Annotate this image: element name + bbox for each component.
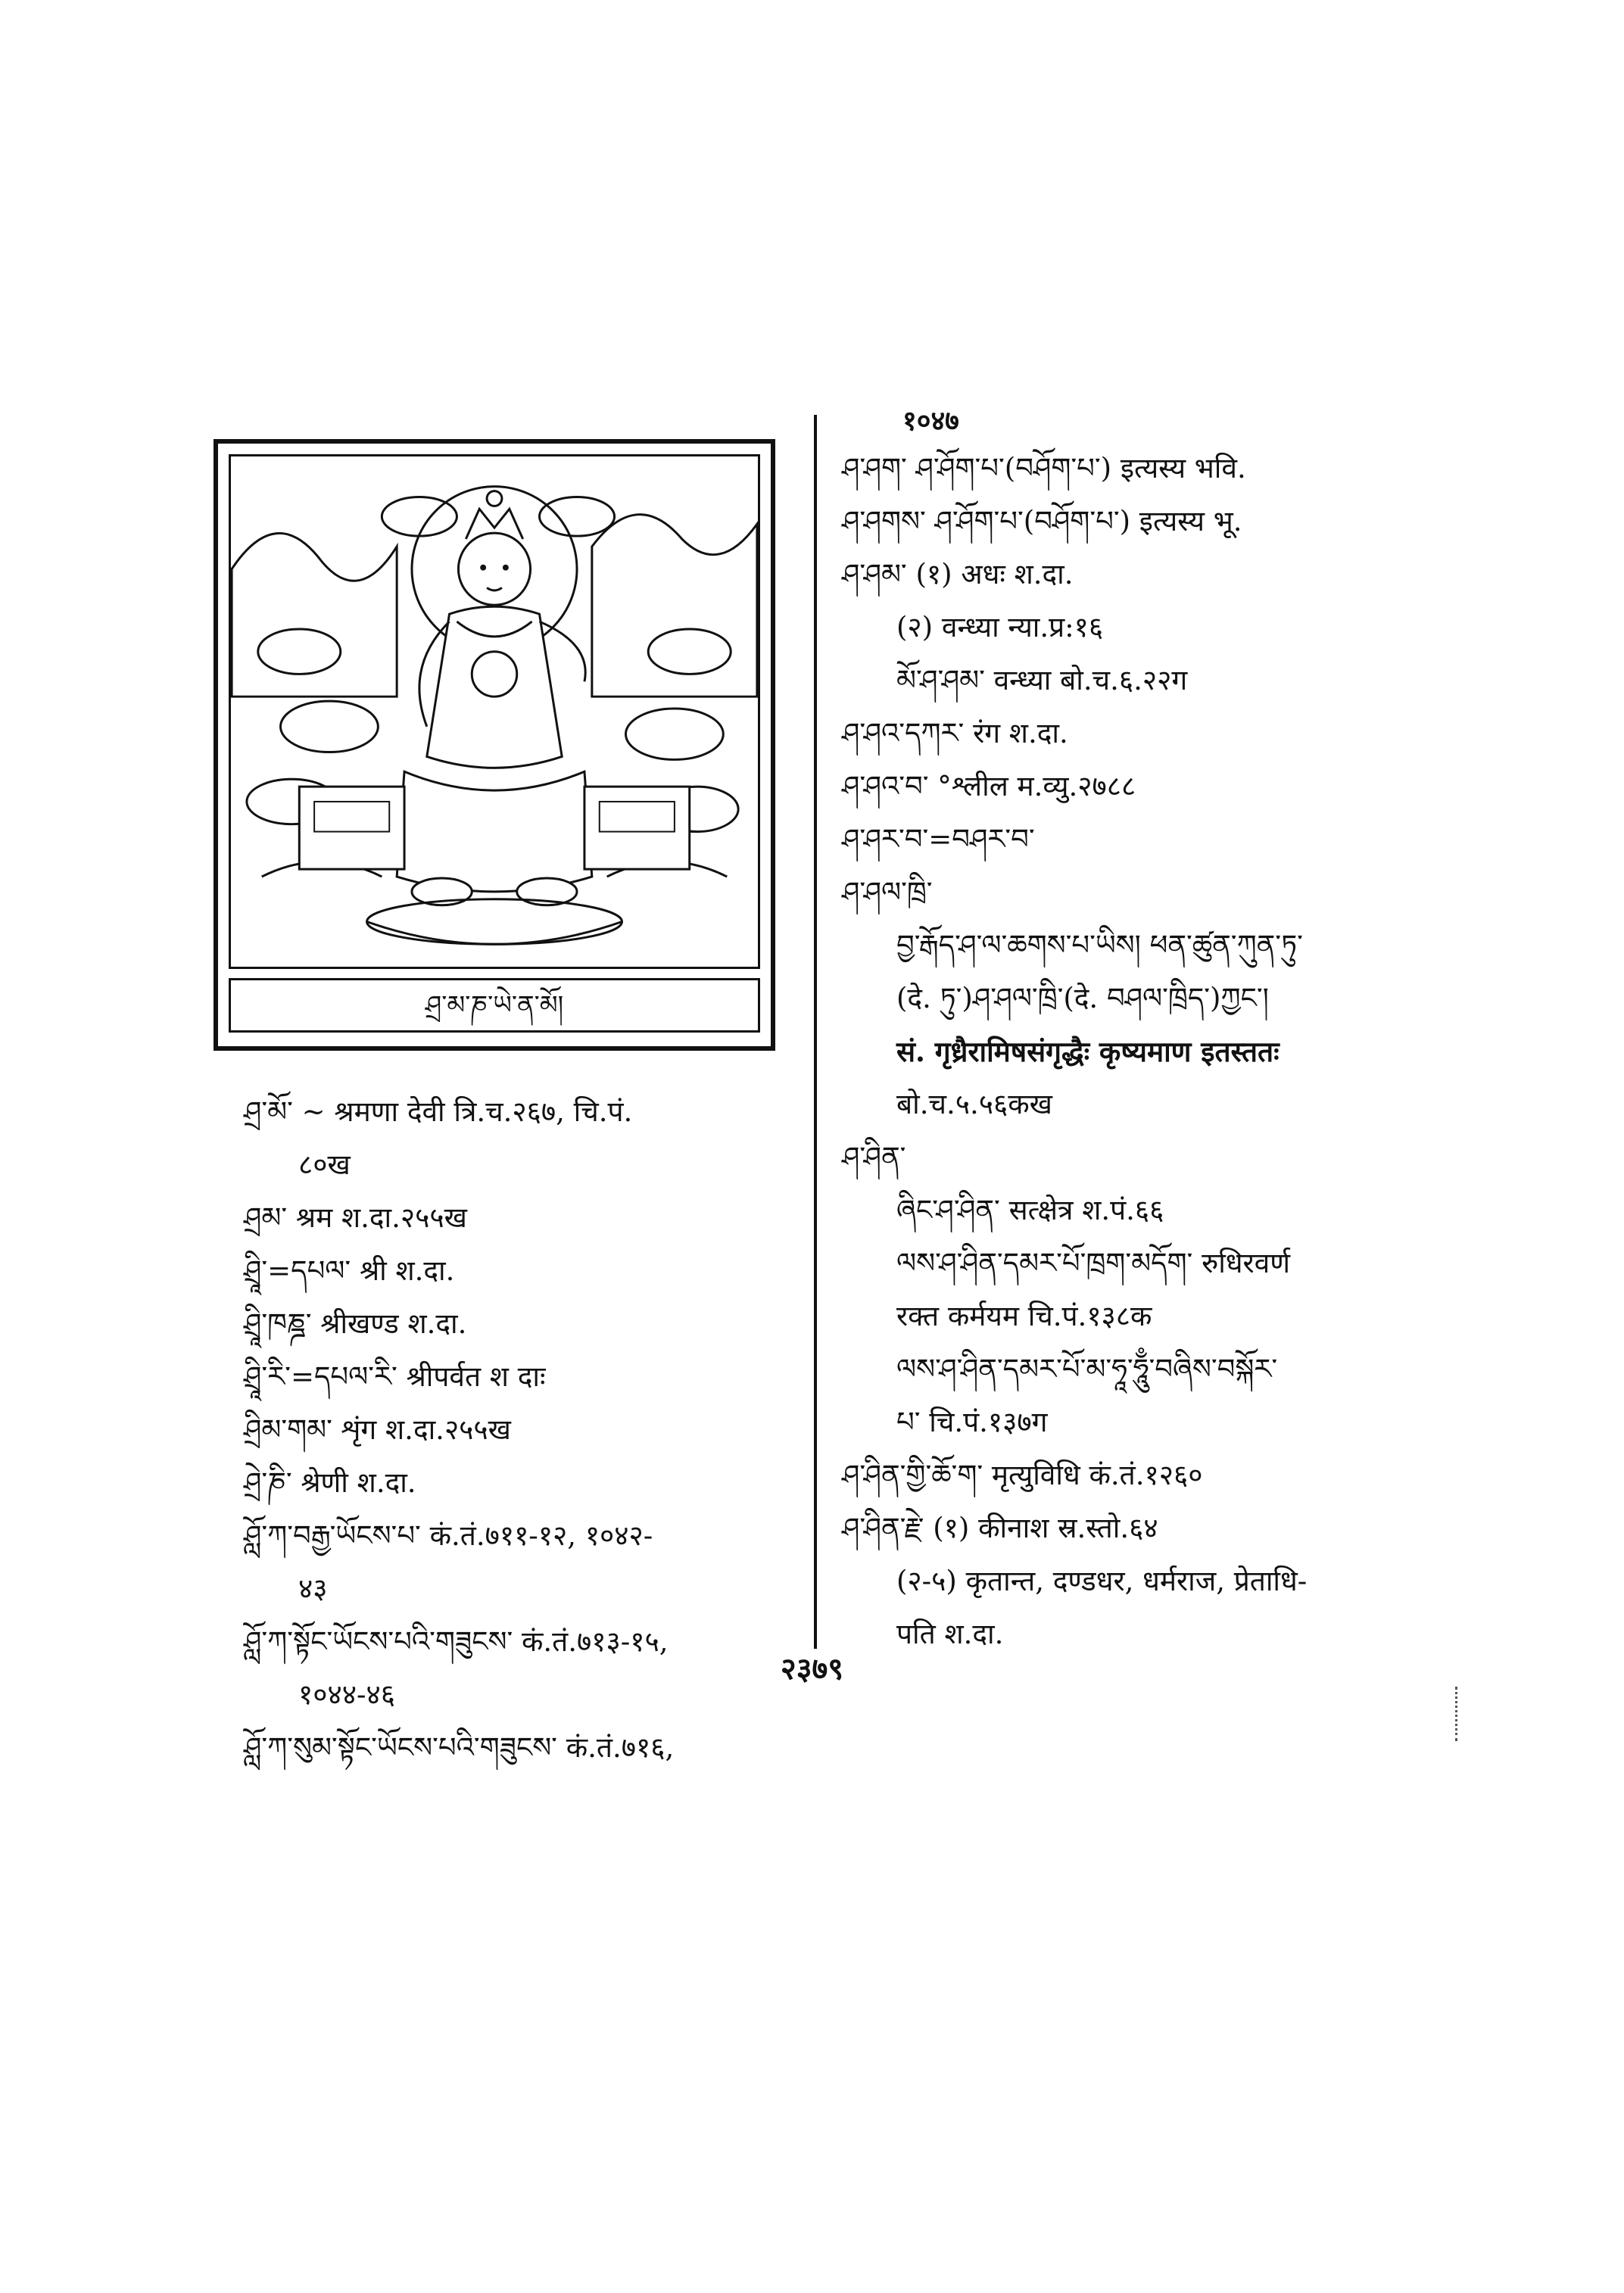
left-entry-line: १०४४-४६ bbox=[298, 1678, 395, 1711]
right-entry-line: सं. गृध्रैरामिषसंगृद्धैः कृष्यमाण इतस्ततः bbox=[896, 1035, 1280, 1068]
right-entry-line: ཞིང་ཤ་ཤིན་ सत्क्षेत्र श.पं.६६ bbox=[896, 1194, 1164, 1226]
left-entry-line: ཤྲ་མོ་ ~ श्रमणा देवी त्रि.च.२६७, चि.पं. bbox=[244, 1095, 633, 1128]
right-entry-line: ཤ་ཤར་བ་=བཤར་བ་ bbox=[842, 823, 1035, 855]
left-entry-line: ཤྲཱི་རི་=དཔལ་རི་ श्रीपर्वत श दाः bbox=[244, 1360, 546, 1393]
right-entry-line: ཤ་ཤའ་དཀར་ रंग श.दा. bbox=[842, 717, 1068, 749]
right-entry-line: ཤ་ཤག་ ཤ་ཤོག་པ་(བཤོག་པ་) इत्यस्य भवि. bbox=[842, 452, 1246, 484]
right-entry-line: བྱ་རྒོད་ཤ་ལ་ཆགས་པ་ཡིས། ཕན་ཚུན་ཀུན་ཏུ་ bbox=[896, 929, 1303, 961]
right-entry-line: པ་ चि.पं.१३७ग bbox=[896, 1406, 1048, 1438]
page-header-number: १०४७ bbox=[902, 405, 959, 437]
right-entry-line: ཤ་ཤགས་ ཤ་ཤོག་པ་(བཤོག་པ་) इत्यस्य भू. bbox=[842, 505, 1242, 537]
left-entry-line: ४३ bbox=[298, 1572, 328, 1605]
right-entry-line: ཤ་ཤའ་བ་ °श्लील म.व्यु.२७८८ bbox=[842, 770, 1136, 802]
left-entry-line: ཤྲཱི་ཁཎྜ་ श्रीखण्ड श.दा. bbox=[244, 1307, 467, 1340]
column-divider bbox=[814, 415, 817, 1649]
right-entry-line: ཤ་ཤིན་གྱི་ཆོ་ག་ मृत्युविधि कं.तं.१२६० bbox=[842, 1459, 1203, 1491]
right-entry-line: ཤ་ཤམ་ (१) अधः श.दा. bbox=[842, 558, 1074, 590]
left-entry-line: ཤྲིམ་གམ་ शृंग श.दा.२५५ख bbox=[244, 1413, 511, 1446]
left-entry-line: ཤྲམ་ श्रम श.दा.२५५ख bbox=[244, 1201, 467, 1234]
right-entry-line: མོ་ཤ་ཤམ་ वन्ध्या बो.च.६.२२ग bbox=[896, 664, 1188, 696]
right-entry-line: पति श.दा. bbox=[896, 1618, 1004, 1650]
seated-deity-drawing bbox=[231, 456, 758, 967]
deity-image bbox=[229, 454, 760, 969]
left-entry-line: ཤློ་ཀ་སྟོང་ཡོངས་པའི་གཟུངས་ कं.तं.७१३-१५, bbox=[244, 1625, 669, 1658]
margin-dotted-mark bbox=[1455, 1687, 1462, 1741]
right-entry-line: ཤ་ཤིན་རྗེ་ (१) कीनाश स्र.स्तो.६४ bbox=[842, 1512, 1158, 1544]
page-number: २३७९ bbox=[780, 1651, 844, 1687]
right-entry-line: रक्त कर्मयम चि.पं.१३८क bbox=[896, 1300, 1152, 1332]
left-entry-line: ཤློ་ཀ་སུམ་སྟོང་ཡོངས་པའི་གཟུངས་ कं.तं.७१६, bbox=[244, 1731, 675, 1764]
left-entry-line: ཤྲཱི་=དཔལ་ श्री श.दा. bbox=[244, 1254, 455, 1287]
right-entry-line: (दे. ཏུ་)ཤ་ཤལ་ཁྲི་(दे. བཤལ་ཁྲིད་)ཀྱང་། bbox=[896, 982, 1269, 1014]
right-entry-line: बो.च.५.५६कख bbox=[896, 1088, 1052, 1120]
right-entry-line: ལས་ཤ་ཤིན་དམར་པོ་ཁྲག་མདོག་ रुधिरवर्ण bbox=[896, 1247, 1290, 1279]
illustration-caption: ཤྲ་མ་ཎ་ཡེ་ན་མོ། bbox=[229, 978, 760, 1033]
right-entry-line: ཤ་ཤིན་ bbox=[842, 1141, 906, 1173]
right-entry-line: (२-५) कृतान्त, दण्डधर, धर्मराज, प्रेताधि- bbox=[896, 1565, 1308, 1597]
right-column bbox=[842, 401, 1463, 1665]
right-entry-line: ཤ་ཤལ་ཁྲི་ bbox=[842, 876, 933, 908]
right-entry-line: ལས་ཤ་ཤིན་དམར་པོ་མ་ཧཱ་ཧཱུྃ་བཞིས་བསྐོར་ bbox=[896, 1353, 1278, 1385]
deity-illustration bbox=[214, 439, 775, 1051]
left-entry-line: ཤློ་ཀ་བརྒྱ་ཡོངས་པ་ कं.तं.७११-१२, १०४२- bbox=[244, 1519, 653, 1552]
left-entry-line: ཤྲེ་ཎི་ श्रेणी श.दा. bbox=[244, 1466, 416, 1499]
right-entry-line: (२) वन्ध्या न्या.प्र:१६ bbox=[896, 611, 1104, 643]
left-entry-line: ८०ख bbox=[298, 1148, 351, 1181]
